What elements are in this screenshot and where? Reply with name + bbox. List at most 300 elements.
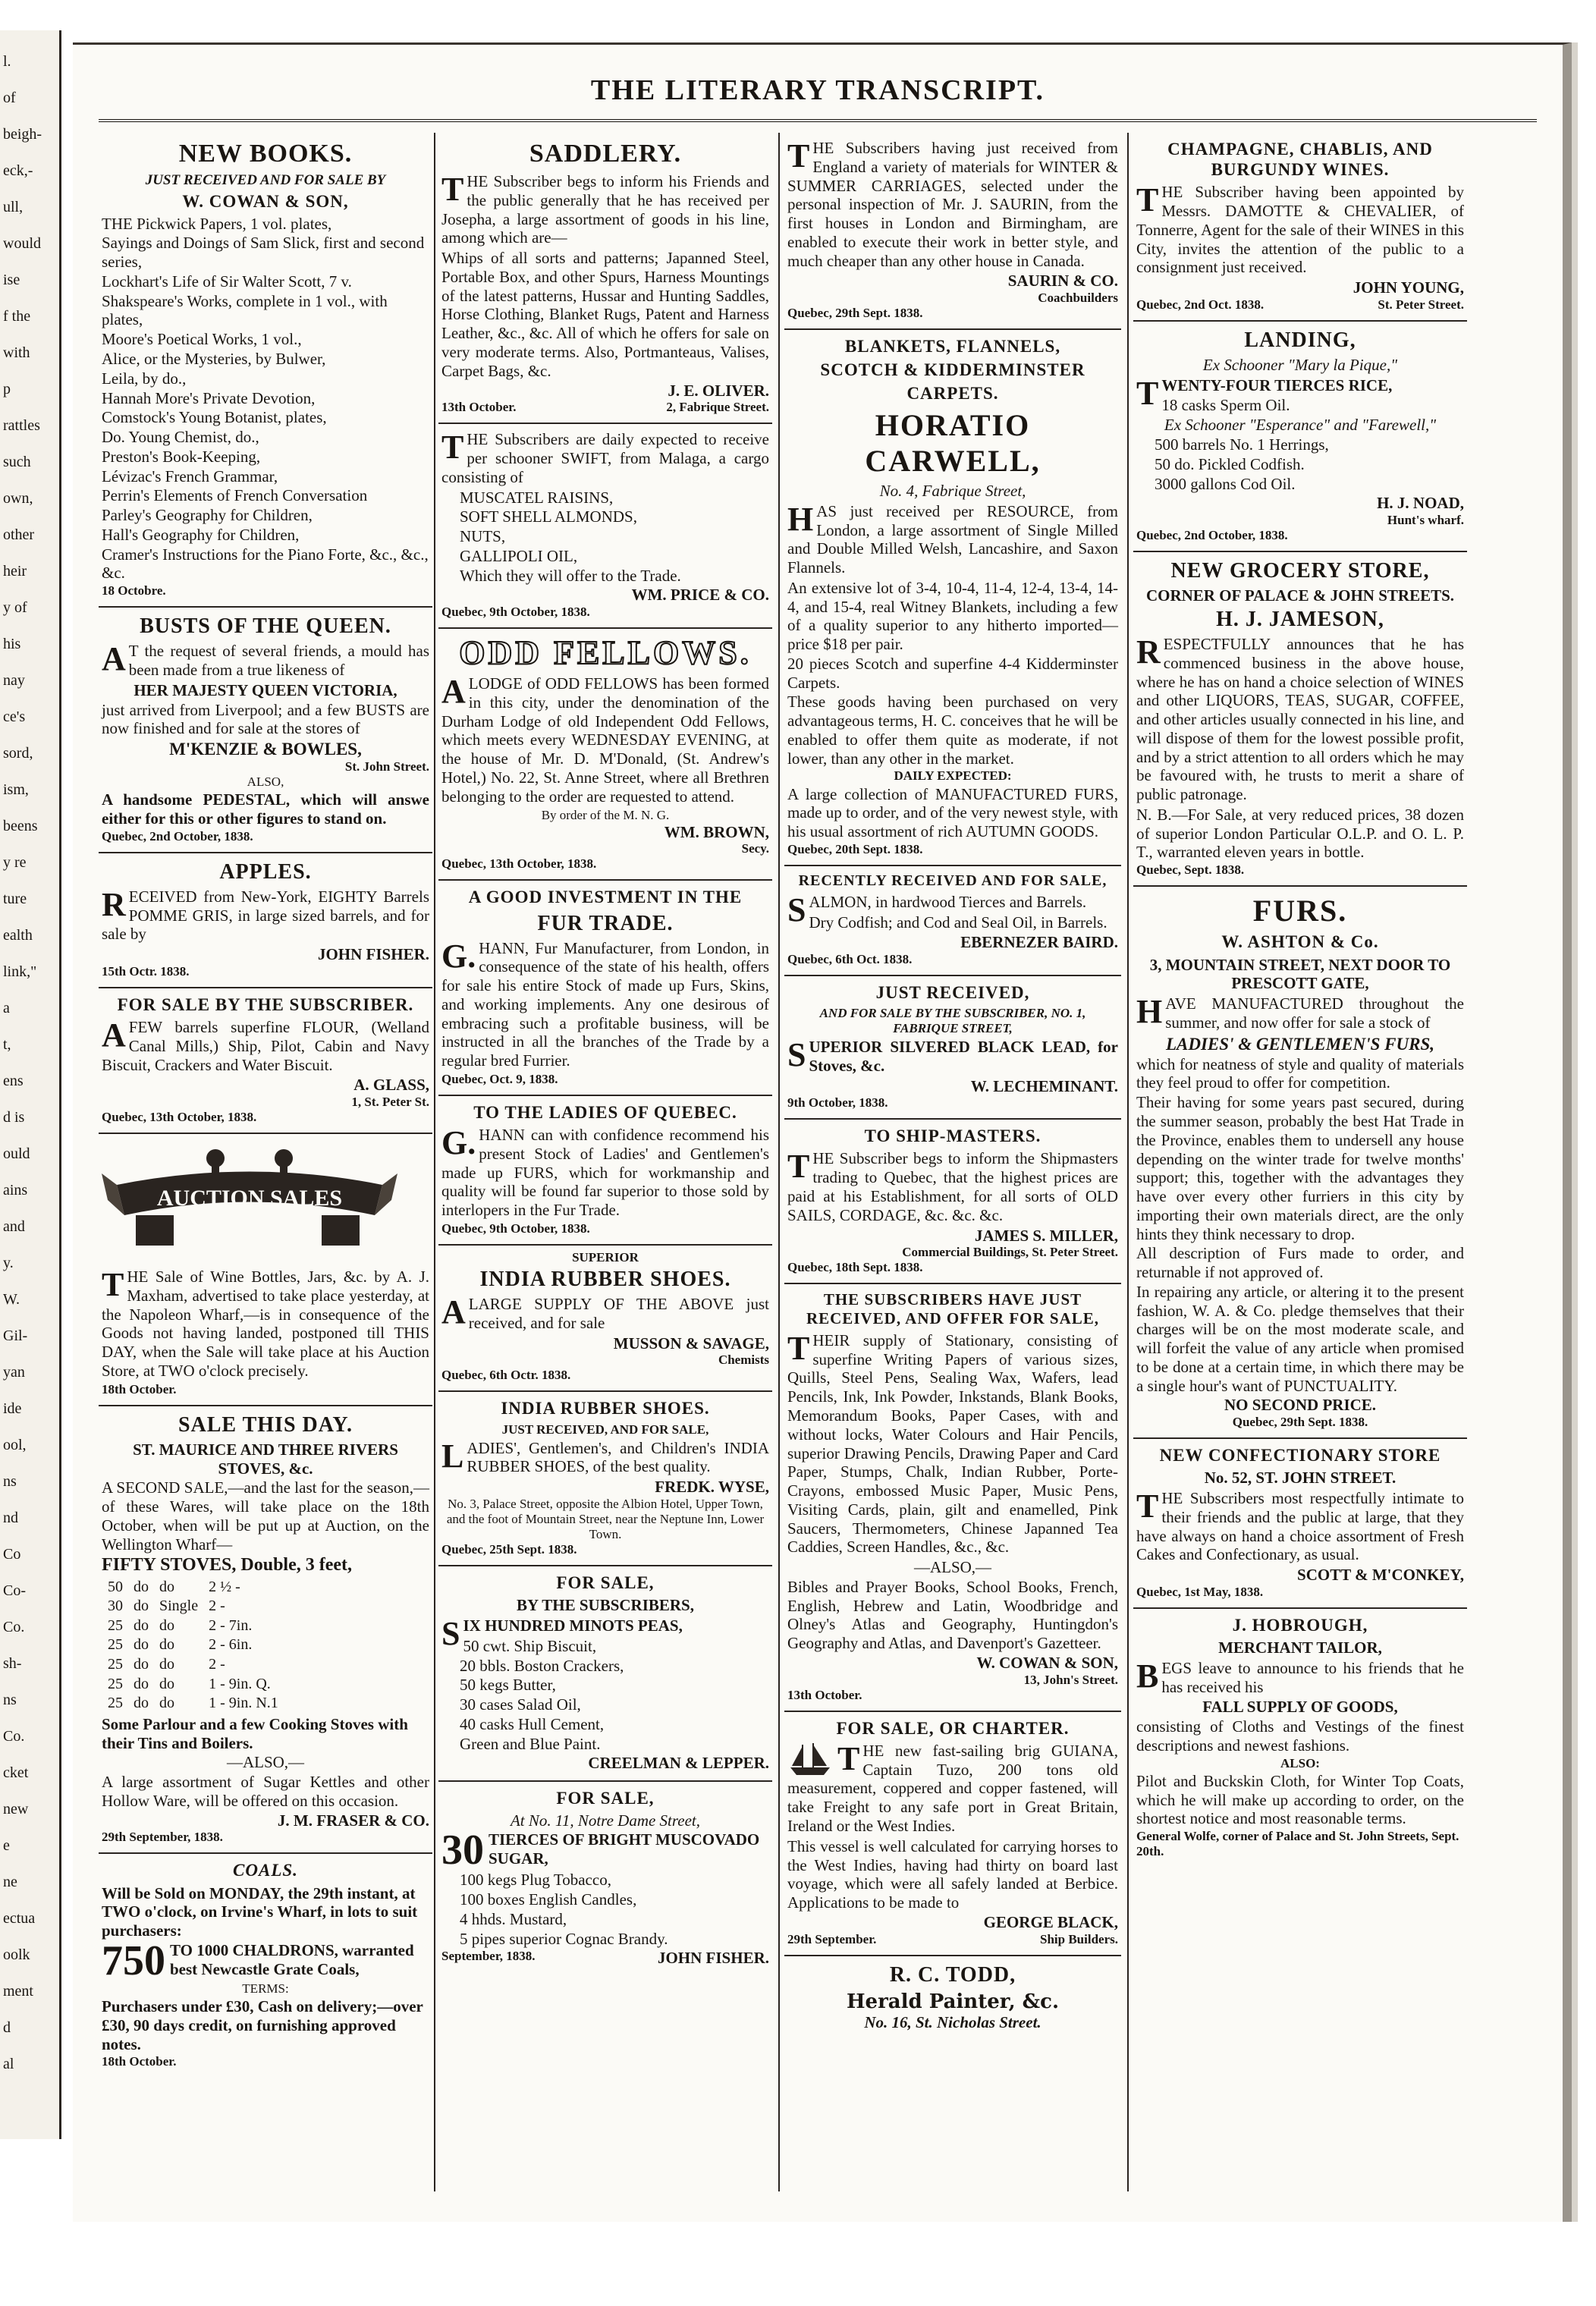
previous-page-edge	[0, 30, 61, 2139]
ad-body: LADIES', Gentlemen's, and Children's INDIA RUBBER SHOES, of the best quality.	[441, 1437, 769, 1476]
prev-page-fragment: ide	[3, 1400, 22, 1417]
ad-date: Quebec, 9th October, 1838.	[441, 1221, 590, 1236]
ad-title: NEW BOOKS.	[178, 140, 353, 168]
table-cell: do	[159, 1616, 174, 1634]
ad-address: Commercial Buildings, St. Peter Street.	[902, 1245, 1118, 1260]
prev-page-fragment: Co.	[3, 1619, 25, 1635]
ad-line: By order of the M. N. G.	[541, 807, 670, 822]
ad-title: ODD FELLOWS.	[459, 634, 752, 672]
ad-date: Quebec, 6th Oct. 1838.	[787, 951, 913, 966]
list-item: Comstock's Young Botanist, plates,	[102, 408, 327, 427]
ad-signature: WM. BROWN,	[664, 822, 769, 841]
table-cell: 2 ½ -	[209, 1578, 240, 1595]
table-cell: 25	[108, 1616, 123, 1634]
ad-body: RESPECTFULLY announces that he has commenced business in the above house, where he has on hand a choice selection of WINES and other LIQUORS, TEAS, SUGAR, COFFEE, and other articles usually connected in his line, and will dispose of them for the lowest possible profit, and by a strict attention to all orders which he may be favoured with, he trusts to merit a share of public patronage.	[1136, 633, 1464, 804]
table-cell: 25	[108, 1636, 123, 1654]
ad-charter	[784, 1712, 1121, 1956]
ad-body: In repairing any article, or altering it to the present fashion, W. A. & Co. pledge themselves that their charges will be on the most moderate scale, and will forfeit the value of any article when promised to be done at a certain time, in which there may be a single hour's want of PUNCTUALITY.	[1136, 1282, 1464, 1395]
list-item: 100 boxes English Candles,	[460, 1890, 637, 1909]
ad-for-sale-2	[438, 1782, 772, 1975]
prev-page-fragment: p	[3, 381, 11, 397]
ad-body: A large assortment of Sugar Kettles and other Hollow Ware, will be offered on this occasion.	[102, 1773, 429, 1810]
ad-title: JUST RECEIVED,	[875, 982, 1030, 1002]
ad-title: FOR SALE,	[556, 1789, 655, 1808]
ad-date: Quebec, 20th Sept. 1838.	[787, 841, 923, 856]
ad-body: Will be Sold on MONDAY, the 29th instant, at TWO o'clock, on Irvine's Wharf, in lots to suit purchasers:	[102, 1883, 418, 1940]
ad-subtitle: JUST RECEIVED AND FOR SALE BY	[145, 172, 386, 189]
list-item: Parley's Geography for Children,	[102, 506, 313, 525]
table-row	[103, 1656, 283, 1674]
list-item: MUSCATEL RAISINS,	[460, 488, 614, 507]
ad-subtitle: At No. 11, Notre Dame Street,	[510, 1811, 701, 1830]
prev-page-fragment: d is	[3, 1109, 25, 1126]
ad-title: SALE THIS DAY.	[178, 1412, 353, 1437]
list-item: Perrin's Elements of French Conversation	[102, 486, 368, 505]
stoves-table	[102, 1577, 284, 1714]
prev-page-fragment: and	[3, 1218, 25, 1235]
list-item: Do. Young Chemist, do.,	[102, 428, 259, 447]
ad-address: No. 16, St. Nicholas Street.	[864, 2013, 1041, 2032]
prev-page-fragment: own,	[3, 490, 33, 507]
table-cell: do	[159, 1656, 174, 1673]
ad-signature: JOHN FISHER.	[657, 1949, 769, 1968]
ad-line: FIFTY STOVES, Double, 3 feet,	[102, 1555, 353, 1576]
ad-body: Their having for some years past secured, during the summer season, probably the best Hat Trade in the Province, enables them to undersell any house depending on the winter trade for twelve months' support; this, together with the advantages they have over every other furriers in this city by importing their own materials direct, are the only hints they think necessary to drop.	[1136, 1093, 1464, 1243]
list-item: GALLIPOLI OIL,	[460, 546, 578, 565]
ad-title: TO THE LADIES OF QUEBEC.	[473, 1103, 737, 1123]
list-item: Hannah More's Private Devotion,	[102, 388, 316, 407]
goods-list	[441, 1871, 769, 1948]
list-item: 100 kegs Plug Tobacco,	[460, 1871, 611, 1890]
ad-title: BUSTS OF THE QUEEN.	[140, 614, 391, 639]
prev-page-fragment: W.	[3, 1291, 20, 1308]
list-item: Moore's Poetical Works, 1 vol.,	[102, 330, 302, 349]
prev-page-fragment: ise	[3, 272, 20, 288]
ad-date: 18 Octobre.	[102, 583, 166, 598]
ad-title: SCOTCH & KIDDERMINSTER	[820, 360, 1085, 380]
ad-date: September, 1838.	[441, 1949, 536, 1964]
running-head: THE LITERARY TRANSCRIPT.	[590, 74, 1045, 106]
prev-page-fragment: f the	[3, 308, 31, 325]
prev-page-fragment: y re	[3, 854, 27, 871]
ad-signature: GEORGE BLACK,	[983, 1912, 1118, 1931]
prev-page-fragment: sh-	[3, 1655, 22, 1672]
big-number: 750	[102, 1937, 165, 1984]
ad-body: This vessel is well calculated for carrying horses to the West Indies, having had thirty on board last voyage, which were all safely landed at Berbice. Applications to be made to	[787, 1836, 1118, 1912]
ad-date: Quebec, 2nd October, 1838.	[102, 828, 253, 844]
ad-role: Secy.	[741, 841, 769, 856]
prev-page-fragment: such	[3, 454, 31, 470]
ad-title: TO SHIP-MASTERS.	[864, 1126, 1041, 1146]
ad-body: G.HANN, Fur Manufacturer, from London, in consequence of the state of his health, offers for sale his entire Stock of made up Furs, Skins, and working implements. Any one desirous of embracing such a profitable business, will be instructed in all the branches of the Trade by a regular bred Furrier.	[441, 937, 769, 1070]
table-cell: do	[134, 1578, 149, 1595]
table-cell: 2 -	[209, 1598, 225, 1615]
prev-page-fragment: yan	[3, 1364, 25, 1381]
list-item: SOFT SHELL ALMONDS,	[460, 507, 637, 526]
ad-body: AT the request of several friends, a mould has been made from a true likeness of	[102, 640, 429, 680]
prev-page-fragment: nd	[3, 1510, 18, 1526]
ad-stationery	[784, 1284, 1121, 1711]
list-item: 20 bbls. Boston Crackers,	[460, 1656, 624, 1675]
ad-todd	[784, 1956, 1121, 2040]
ad-body: TIERCES OF BRIGHT MUSCOVADO SUGAR,	[489, 1830, 760, 1868]
list-item: Lockhart's Life of Sir Walter Scott, 7 v.	[102, 272, 352, 291]
prev-page-fragment: ains	[3, 1182, 28, 1199]
ad-date: 13th October.	[787, 1687, 862, 1702]
ad-body: HAS just received per RESOURCE, from London, a large assortment of Single Milled and Double Milled Welsh, Lancashire, and Saxon Flannels.	[787, 500, 1118, 577]
ad-role: Chemists	[718, 1352, 769, 1368]
list-item: Preston's Book-Keeping,	[102, 447, 261, 466]
list-item: Lévizac's French Grammar,	[102, 467, 278, 485]
ad-date: 13th October.	[441, 400, 517, 415]
ad-sale-this-day	[99, 1406, 432, 1855]
list-item: Leila, by do.,	[102, 369, 187, 388]
prev-page-fragment: ne	[3, 1874, 17, 1890]
table-cell: do	[159, 1675, 174, 1692]
firm-name: W. COWAN & SON,	[182, 191, 349, 211]
prev-page-fragment: of	[3, 90, 16, 106]
table-cell: 25	[108, 1675, 123, 1692]
ad-body: Whips of all sorts and patterns; Japanned Steel, Portable Box, and other Spurs, Harness Mountings of the latest patterns, Hussar and Hunting Saddles, Horse Clothing, Blanket Rugs, Patent and Harness Leather, &c., &c. All of which he offers for sale on very moderate terms. Also, Portmanteaus, Valises, Carpet Bags, &c.	[441, 249, 769, 380]
ad-body: THE Subscribers are daily expected to receive per schooner SWIFT, from Malaga, a cargo consisting of	[441, 429, 769, 486]
ad-body: just arrived from Liverpool; and a few BUSTS are now finished and for sale at the stores of	[102, 700, 429, 738]
ad-body: THE Subscribers having just received from England a variety of materials for WINTER & SUMMER CARRIAGES, selected under the personal inspection of Mr. J. SAURIN, from the first houses in London and Birmingham, are enabled to execute their work in better style, and much cheaper than any other house in Canada.	[787, 137, 1118, 270]
ad-blankets	[784, 330, 1121, 866]
ad-saddlery	[438, 133, 772, 424]
ad-body: THE Subscribers most respectfully intimate to their friends and the public at large, that they have always on hand a choice assortment of Fresh Cakes and Confectionary, as usual.	[1136, 1488, 1464, 1564]
goods-list	[1136, 435, 1464, 493]
list-item: Cramer's Instructions for the Piano Forte, &c., &c., &c.	[102, 545, 429, 583]
ad-title: INDIA RUBBER SHOES.	[501, 1399, 710, 1418]
prev-page-fragment: with	[3, 344, 30, 361]
head-rule	[99, 119, 1537, 122]
list-item: Green and Blue Paint.	[460, 1734, 601, 1753]
ad-date: 18th October.	[102, 2054, 177, 2069]
ad-date: Quebec, 13th October, 1838.	[102, 1110, 257, 1125]
ad-date: Quebec, 29th Sept. 1838.	[1232, 1415, 1368, 1430]
ad-body: ALODGE of ODD FELLOWS has been formed in this city, under the denomination of the Durham Lodge of old Independent Odd Fellows, which meets every WEDNESDAY EVENING, at the house of Mr. D. M'Donald, (St. Andrew's Hotel,) No. 22, St. Anne Street, where all Brethren belonging to the order are requested to attend.	[441, 673, 769, 806]
table-cell: do	[159, 1695, 174, 1712]
ad-body: 20 pieces Scotch and superfine 4-4 Kidderminster Carpets.	[787, 654, 1118, 692]
ad-body: THE Subscriber begs to inform his Friends and the public generally that he has received per Josepha, a large assortment of goods in his line, among which are—	[441, 171, 769, 247]
prev-page-fragment: nay	[3, 672, 25, 689]
list-item: 50 do. Pickled Codfish.	[1155, 454, 1305, 473]
ad-date: Quebec, 18th Sept. 1838.	[787, 1260, 923, 1275]
ad-signature: H. J. NOAD,	[1377, 494, 1464, 513]
ad-signature: FREDK. WYSE,	[655, 1478, 769, 1497]
ship-icon	[787, 1743, 833, 1777]
ad-address: General Wolfe, corner of Palace and St. John Streets, Sept. 20th.	[1136, 1829, 1459, 1859]
ad-title: FOR SALE,	[556, 1573, 655, 1593]
ad-subtitle: ST. MAURICE AND THREE RIVERS STOVES, &c.	[133, 1440, 398, 1478]
ad-date: Quebec, 2nd October, 1838.	[1136, 528, 1288, 543]
ad-address: No. 52, ST. JOHN STREET.	[1204, 1469, 1396, 1488]
ad-title: NEW GROCERY STORE,	[1170, 559, 1430, 583]
ad-body: THE Sale of Wine Bottles, Jars, &c. by A. J. Maxham, advertised to take place yesterday, at the Napoleon Wharf,—is in consequence of the Goods not having landed, postponed till THIS DAY, when the Sale will take place at his Auction Store, at TWO o'clock precisely.	[102, 1266, 429, 1380]
table-cell: 25	[108, 1695, 123, 1712]
list-item: Sayings and Doings of Sam Slick, first and second series,	[102, 234, 425, 272]
ad-body: THE Subscriber begs to inform the Shipmasters trading to Quebec, that the highest prices are paid at his Establishment, for all sorts of OLD SAILS, CORDAGE, &c. &c. &c.	[787, 1148, 1118, 1224]
ad-date: 29th September, 1838.	[102, 1830, 223, 1845]
ad-body: A SECOND SALE,—and the last for the season,—of these Wares, will take place on the 18th October, when will be put up at Auction, on the Wellington Wharf—	[102, 1478, 429, 1554]
prev-page-fragment: ns	[3, 1473, 17, 1490]
ad-signature: W. LECHEMINANT.	[970, 1076, 1118, 1095]
ad-new-books	[99, 133, 432, 608]
ad-address: St. Peter Street.	[1378, 297, 1464, 312]
table-cell: do	[134, 1695, 149, 1712]
merchant-name: HORATIO CARWELL,	[865, 407, 1041, 478]
ad-line: LADIES' & GENTLEMEN'S FURS,	[1165, 1034, 1435, 1054]
ad-subtitle: BY THE SUBSCRIBERS,	[516, 1596, 694, 1615]
list-item: Alice, or the Mysteries, by Bulwer,	[102, 350, 326, 368]
ad-role: Coachbuilders	[1038, 291, 1118, 306]
prev-page-fragment: ealth	[3, 927, 33, 944]
ad-title: CHAMPAGNE, CHABLIS, AND BURGUNDY WINES.	[1167, 140, 1433, 180]
ad-body: SIX HUNDRED MINOTS PEAS,	[441, 1615, 683, 1653]
ad-title: FURS.	[1252, 894, 1348, 928]
ad-ship-masters	[784, 1120, 1121, 1284]
prev-page-fragment: ould	[3, 1145, 30, 1162]
column-1	[99, 133, 432, 2207]
prev-page-fragment: ns	[3, 1692, 17, 1708]
ad-address: 1, St. Peter St.	[351, 1095, 429, 1110]
ad-title: APPLES.	[219, 859, 312, 884]
ad-line: 18 casks Sperm Oil.	[1161, 396, 1290, 415]
ad-body: Which they will offer to the Trade.	[460, 566, 681, 585]
table-cell: do	[159, 1578, 174, 1595]
ad-date: Quebec, 9th October, 1838.	[441, 605, 590, 620]
prev-page-fragment: d	[3, 2019, 11, 2036]
ad-terms: TERMS:	[242, 1981, 289, 1997]
ad-body: G.HANN can with confidence recommend his present Stock of Ladies' and Gentlemen's made up FURS, which for workmanship and quality will be found far superior to those sold by interlopers in the Fur Trade.	[441, 1124, 769, 1220]
ad-body: HAVE MANUFACTURED throughout the summer, and now offer for sale a stock of	[1136, 993, 1464, 1032]
ad-apples	[99, 853, 432, 988]
prev-page-fragment: y of	[3, 599, 27, 616]
prev-page-fragment: Gil-	[3, 1327, 28, 1344]
ad-date: 9th October, 1838.	[787, 1095, 888, 1111]
ad-landing	[1133, 322, 1467, 552]
ad-title: FOR SALE, OR CHARTER.	[836, 1718, 1070, 1738]
ad-body: An extensive lot of 3-4, 10-4, 11-4, 12-4, 13-4, 14-4, and 15-4, real Witney Blankets, including a few of a quality superior to any hitherto imported—price $18 per pair.	[787, 578, 1118, 654]
ad-subtitle: Ex Schooner "Esperance" and "Farewell,"	[1164, 416, 1437, 435]
ad-busts	[99, 608, 432, 853]
merchant-name: H. J. JAMESON,	[1216, 607, 1384, 631]
auction-banner-icon	[102, 1143, 397, 1257]
table-row	[103, 1695, 283, 1713]
ad-wines	[1133, 133, 1467, 322]
table-row	[103, 1598, 283, 1616]
ad-date: 29th September.	[787, 1931, 877, 1946]
prev-page-fragment: ull,	[3, 199, 24, 215]
list-item: 5 pipes superior Cognac Brandy.	[460, 1929, 668, 1948]
ad-body: which for neatness of style and quality of materials they feel proud to offer for competition.	[1136, 1054, 1464, 1092]
ad-title: NEW CONFECTIONARY STORE	[1159, 1446, 1441, 1466]
ad-address: 2, Fabrique Street.	[666, 400, 769, 415]
ad-date: 15th Octr. 1838.	[102, 963, 190, 979]
ad-subtitle: DAILY EXPECTED:	[894, 768, 1012, 784]
prev-page-fragment: Co.	[3, 1728, 25, 1745]
list-item: Shakspeare's Works, complete in 1 vol., with plates,	[102, 291, 388, 329]
merchant-name: J. HOBROUGH,	[1232, 1616, 1368, 1635]
ad-title: FUR TRADE.	[537, 911, 674, 935]
firm-name: W. ASHTON & Co.	[1221, 932, 1379, 952]
prev-page-fragment: ism,	[3, 781, 29, 798]
ad-fur-trade	[438, 881, 772, 1096]
table-cell: do	[134, 1636, 149, 1654]
ad-signature: SCOTT & M'CONKEY,	[1297, 1566, 1464, 1585]
ad-date: Quebec, 6th Octr. 1838.	[441, 1368, 571, 1383]
ad-raisins	[438, 424, 772, 629]
prev-page-fragment: oolk	[3, 1946, 30, 1963]
ad-title: LANDING,	[1244, 328, 1356, 352]
ad-signature: JOHN FISHER.	[317, 945, 429, 964]
ad-body: Purchasers under £30, Cash on delivery;—over £30, 90 days credit, on furnishing approved notes.	[102, 1997, 423, 2053]
ad-address: 13, John's Street.	[1023, 1672, 1118, 1687]
prev-page-fragment: ture	[3, 891, 27, 907]
ad-signature: MUSSON & SAVAGE,	[613, 1334, 769, 1352]
list-item: 3000 gallons Cod Oil.	[1155, 474, 1296, 493]
ad-subtitle: AND FOR SALE BY THE SUBSCRIBER, NO. 1, FABRIQUE STREET,	[819, 1005, 1086, 1035]
ad-body: N. B.—For Sale, at very reduced prices, 38 dozen of superior London Particular O.L.P. and O. L. P. T., warranted eleven years in bottle.	[1136, 805, 1464, 862]
prev-page-fragment: ment	[3, 1983, 33, 2000]
ad-for-sale-1	[438, 1566, 772, 1782]
ad-title: BLANKETS, FLANNELS,	[844, 337, 1061, 357]
prev-page-fragment: Co-	[3, 1582, 26, 1599]
ad-body: THE new fast-sailing brig GUIANA, Captain Tuzo, 200 tons old measurement, coppered and copper fastened, will take Freight to any safe port in Great Britain, Ireland or the West Indies.	[787, 1739, 1118, 1835]
ad-address: No. 3, Palace Street, opposite the Albion Hotel, Upper Town, and the foot of Mountain Street, near the Neptune Inn, Lower Town.	[446, 1496, 765, 1542]
prev-page-fragment: e	[3, 1837, 10, 1854]
list-item: 50 cwt. Ship Biscuit,	[463, 1636, 597, 1655]
column-4	[1133, 133, 1467, 2207]
ad-also: —ALSO,—	[226, 1753, 305, 1772]
table-cell: 1 - 9in. Q.	[209, 1675, 271, 1692]
ad-body: All description of Furs made to order, and returnable if not approved of.	[1136, 1244, 1464, 1282]
ad-line: NO SECOND PRICE.	[1224, 1396, 1377, 1415]
table-cell: 2 - 7in.	[209, 1616, 253, 1634]
prev-page-fragment: sord,	[3, 745, 33, 762]
column-divider	[778, 133, 780, 2191]
ad-carriages	[784, 133, 1121, 330]
prev-page-fragment: ce's	[3, 708, 26, 725]
ad-furs	[1133, 887, 1467, 1439]
prev-page-fragment: other	[3, 526, 35, 543]
ad-title: CARPETS.	[906, 384, 999, 404]
ad-signature: WM. PRICE & CO.	[631, 586, 769, 605]
column-2	[438, 133, 772, 2207]
table-cell: 1 - 9in. N.1	[209, 1695, 278, 1712]
ad-black-lead	[784, 976, 1121, 1120]
list-item: 4 hhds. Mustard,	[460, 1909, 567, 1928]
goods-list	[441, 489, 769, 566]
ad-coals	[99, 1854, 432, 2077]
prev-page-fragment: heir	[3, 563, 27, 580]
ad-body: SUPERIOR SILVERED BLACK LEAD, for Stoves, &c.	[787, 1036, 1118, 1075]
ad-subtitle: SUPERIOR	[572, 1250, 639, 1265]
ad-body: BEGS leave to announce to his friends that he has received his	[1136, 1657, 1464, 1696]
ad-signature: CREELMAN & LEPPER.	[588, 1754, 769, 1773]
prev-page-fragment: beigh-	[3, 126, 42, 143]
ad-address: No. 4, Fabrique Street,	[879, 481, 1026, 500]
prev-page-fragment: cket	[3, 1764, 29, 1781]
ad-signature: W. COWAN & SON,	[976, 1653, 1118, 1672]
table-cell: Single	[159, 1598, 199, 1615]
trade-blackletter: Herald Painter, &c.	[846, 1990, 1060, 2013]
table-row	[103, 1579, 283, 1597]
prev-page-fragment: eck,-	[3, 162, 33, 179]
ad-date: Quebec, 25th Sept. 1838.	[441, 1542, 577, 1557]
ad-title: RECENTLY RECEIVED AND FOR SALE,	[798, 872, 1107, 889]
ad-signature: A. GLASS,	[353, 1076, 429, 1095]
ad-subtitle: JUST RECEIVED, AND FOR SALE,	[501, 1422, 709, 1437]
ad-body: A handsome PEDESTAL, which will answe either for this or other figures to stand on.	[102, 790, 429, 828]
ad-date: Quebec, 2nd Oct. 1838.	[1136, 297, 1265, 312]
ad-body: TWENTY-FOUR TIERCES RICE,	[1136, 374, 1393, 412]
ad-line: HER MAJESTY QUEEN VICTORIA,	[134, 680, 397, 699]
ad-subtitle: MERCHANT TAILOR,	[1218, 1638, 1382, 1657]
prev-page-fragment: ectua	[3, 1910, 36, 1927]
prev-page-fragment: ool,	[3, 1437, 27, 1453]
table-cell: do	[159, 1636, 174, 1654]
ad-tailor	[1133, 1609, 1467, 1868]
ad-signature: JAMES S. MILLER,	[974, 1226, 1118, 1245]
list-item: THE Pickwick Papers, 1 vol. plates,	[102, 214, 332, 233]
prev-page-fragment: a	[3, 1000, 10, 1016]
prev-page-fragment: Co	[3, 1546, 21, 1563]
ad-address: 3, MOUNTAIN STREET, NEXT DOOR TO PRESCOTT GATE,	[1149, 955, 1451, 993]
ad-auction	[99, 1134, 432, 1406]
ad-body: Bibles and Prayer Books, School Books, French, English, Hebrew and Latin, Woodbridge and Olney's Atlas and Geography, Huntingdon's Geography and Atlas, and Davenport's Gazetteer.	[787, 1577, 1118, 1653]
prev-page-fragment: ens	[3, 1073, 24, 1089]
ad-address: Hunt's wharf.	[1387, 513, 1464, 528]
ad-date: Quebec, Oct. 9, 1838.	[441, 1071, 558, 1086]
ad-body: Pilot and Buckskin Cloth, for Winter Top Coats, which he will make up according to order, on the shortest notice and most reasonable terms.	[1136, 1771, 1464, 1828]
ad-body: SALMON, in hardwood Tierces and Barrels.	[787, 891, 1087, 929]
ad-date: Quebec, 1st May, 1838.	[1136, 1585, 1264, 1600]
ad-body: THE Subscriber having been appointed by Messrs. DAMOTTE & CHEVALIER, of Tonnerre, Agent for the sale of their WINES in this City, invites the attention of the public to a consignment just received.	[1136, 181, 1464, 277]
ad-ladies	[438, 1096, 772, 1246]
ad-body: consisting of Cloths and Vestings of the finest descriptions and newest fashions.	[1136, 1717, 1464, 1755]
newspaper-page	[73, 42, 1572, 2222]
ad-rubber-1	[438, 1246, 772, 1392]
ad-date: Quebec, 29th Sept. 1838.	[787, 306, 923, 321]
table-cell: do	[134, 1675, 149, 1692]
column-divider	[1127, 133, 1129, 2191]
list-item: 40 casks Hull Cement,	[460, 1714, 605, 1733]
ad-title: THE SUBSCRIBERS HAVE JUST RECEIVED, AND OFFER FOR SALE,	[806, 1290, 1100, 1328]
table-cell: 50	[108, 1578, 123, 1595]
ad-date: 18th October.	[102, 1381, 177, 1396]
ad-body: A large collection of MANUFACTURED FURS, made up to order, and of the very newest style, with his usual assortment of rich AUTUMN GOODS.	[787, 784, 1118, 841]
prev-page-fragment: rattles	[3, 417, 40, 434]
ad-signature: SAURIN & CO.	[1007, 272, 1118, 291]
table-cell: do	[134, 1598, 149, 1615]
ad-confectionary	[1133, 1439, 1467, 1609]
list-item: 50 kegs Butter,	[460, 1676, 556, 1695]
ad-title: COALS.	[233, 1861, 298, 1880]
ad-date: Quebec, 13th October, 1838.	[441, 856, 597, 872]
table-cell: do	[134, 1616, 149, 1634]
merchant-name: R. C. TODD,	[889, 1962, 1016, 1987]
ad-title: A GOOD INVESTMENT IN THE	[468, 888, 743, 907]
table-cell: 30	[108, 1598, 123, 1615]
ad-salmon	[784, 866, 1121, 976]
column-divider	[434, 133, 435, 2191]
prev-page-fragment: l.	[3, 53, 11, 70]
goods-list	[441, 1637, 769, 1754]
table-cell: 2 -	[209, 1656, 225, 1673]
ad-also: ALSO,	[247, 774, 284, 790]
ad-role: Ship Builders.	[1040, 1931, 1118, 1946]
